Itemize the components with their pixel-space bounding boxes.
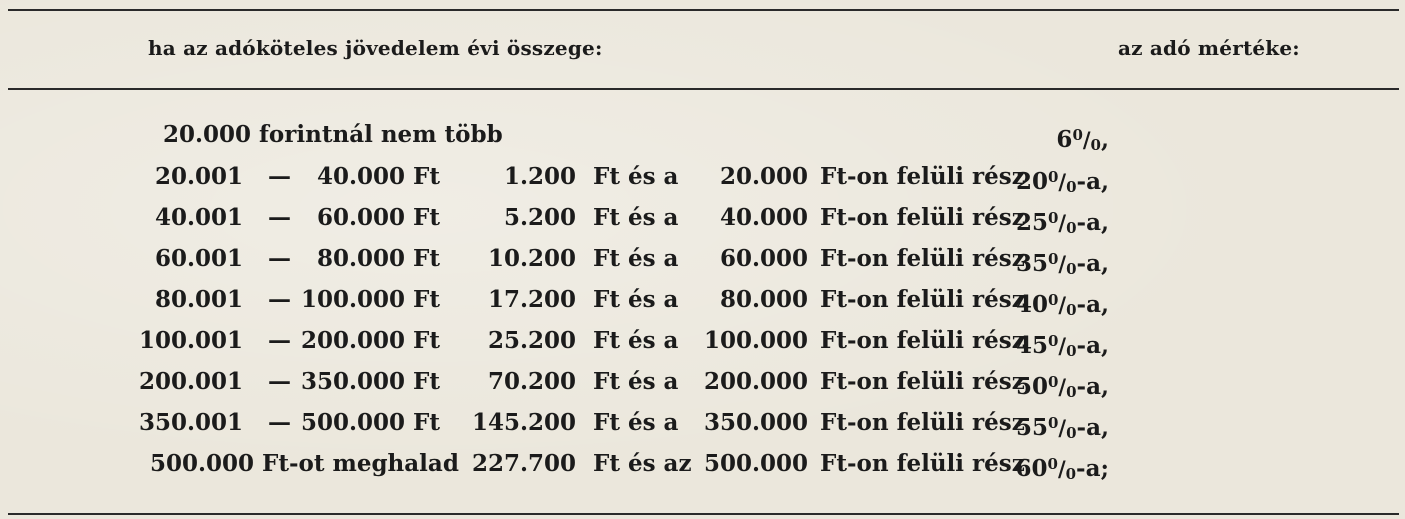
- bracket-to: 80.000: [316, 245, 405, 272]
- threshold-text: Ft-on felüli rész: [820, 368, 1025, 395]
- bracket-dash: —: [268, 409, 291, 436]
- fixed-tax: 25.200: [487, 327, 576, 354]
- tax-rate: $50^0/_0-a$,: [1015, 373, 1109, 401]
- table-row: [0, 241, 1405, 277]
- bracket-unit: Ft: [413, 245, 440, 272]
- bracket-over: 500.000 Ft-ot meghalad: [150, 450, 459, 477]
- bracket-dash: —: [268, 368, 291, 395]
- threshold: 500.000: [703, 450, 808, 477]
- header-rule: [8, 88, 1399, 90]
- bracket-unit: Ft: [413, 368, 440, 395]
- bracket-dash: —: [268, 327, 291, 354]
- tax-rate: $6^0/_0$,: [1056, 126, 1109, 154]
- tax-rate: $45^0/_0-a$,: [1015, 332, 1109, 360]
- bracket-from: 80.001: [154, 286, 243, 313]
- table-row: [0, 117, 1405, 153]
- threshold-text: Ft-on felüli rész: [820, 245, 1025, 272]
- threshold-text: Ft-on felüli rész: [820, 163, 1025, 190]
- bracket-text: 20.000 forintnál nem több: [163, 121, 503, 148]
- bracket-unit: Ft: [413, 286, 440, 313]
- bracket-from: 40.001: [154, 204, 243, 231]
- threshold: 60.000: [719, 245, 808, 272]
- bracket-from: 60.001: [154, 245, 243, 272]
- bracket-unit: Ft: [413, 409, 440, 436]
- bracket-to: 200.000: [300, 327, 405, 354]
- bracket-unit: Ft: [413, 327, 440, 354]
- threshold-text: Ft-on felüli rész: [820, 327, 1025, 354]
- bracket-unit: Ft: [413, 163, 440, 190]
- top-rule: [8, 9, 1399, 11]
- bracket-to: 40.000: [316, 163, 405, 190]
- rate-column-header: az adó mértéke:: [1118, 36, 1300, 60]
- bracket-to: 60.000: [316, 204, 405, 231]
- table-row: [0, 159, 1405, 195]
- tax-rate: $40^0/_0-a$,: [1015, 291, 1109, 319]
- threshold-text: Ft-on felüli rész: [820, 450, 1025, 477]
- tax-rate: $35^0/_0-a$,: [1015, 250, 1109, 278]
- fixed-tax: 5.200: [503, 204, 576, 231]
- fixed-tax: 10.200: [487, 245, 576, 272]
- fixed-tax-unit: Ft és a: [593, 327, 679, 354]
- threshold: 40.000: [719, 204, 808, 231]
- fixed-tax-unit: Ft és a: [593, 368, 679, 395]
- fixed-tax-unit: Ft és a: [593, 245, 679, 272]
- bracket-unit: Ft: [413, 204, 440, 231]
- fixed-tax: 145.200: [471, 409, 576, 436]
- table-row: [0, 323, 1405, 359]
- threshold: 100.000: [703, 327, 808, 354]
- fixed-tax: 17.200: [487, 286, 576, 313]
- fixed-tax: 70.200: [487, 368, 576, 395]
- fixed-tax-unit: Ft és a: [593, 286, 679, 313]
- table-row: [0, 200, 1405, 236]
- table-row: [0, 282, 1405, 318]
- tax-rate: $55^0/_0-a$,: [1015, 414, 1109, 442]
- table-row: [0, 446, 1405, 482]
- threshold: 350.000: [703, 409, 808, 436]
- threshold-text: Ft-on felüli rész: [820, 204, 1025, 231]
- tax-rate: $25^0/_0-a$,: [1015, 209, 1109, 237]
- bracket-to: 100.000: [300, 286, 405, 313]
- bracket-to: 500.000: [300, 409, 405, 436]
- bracket-from: 200.001: [138, 368, 243, 395]
- threshold-text: Ft-on felüli rész: [820, 409, 1025, 436]
- bracket-dash: —: [268, 245, 291, 272]
- fixed-tax: 1.200: [503, 163, 576, 190]
- table-row: [0, 364, 1405, 400]
- table-row: [0, 405, 1405, 441]
- bracket-from: 100.001: [138, 327, 243, 354]
- bottom-rule: [8, 513, 1399, 515]
- fixed-tax-unit: Ft és a: [593, 204, 679, 231]
- bracket-dash: —: [268, 286, 291, 313]
- bracket-from: 20.001: [154, 163, 243, 190]
- threshold: 80.000: [719, 286, 808, 313]
- bracket-to: 350.000: [300, 368, 405, 395]
- fixed-tax-unit: Ft és a: [593, 163, 679, 190]
- fixed-tax-unit: Ft és az: [593, 450, 692, 477]
- income-column-header: ha az adóköteles jövedelem évi összege:: [148, 36, 603, 60]
- bracket-dash: —: [268, 204, 291, 231]
- tax-rate: $20^0/_0-a$,: [1015, 168, 1109, 196]
- fixed-tax: 227.700: [471, 450, 576, 477]
- threshold: 200.000: [703, 368, 808, 395]
- threshold-text: Ft-on felüli rész: [820, 286, 1025, 313]
- fixed-tax-unit: Ft és a: [593, 409, 679, 436]
- bracket-from: 350.001: [138, 409, 243, 436]
- bracket-dash: —: [268, 163, 291, 190]
- tax-rate: $60^0/_0-a$;: [1015, 455, 1109, 483]
- threshold: 20.000: [719, 163, 808, 190]
